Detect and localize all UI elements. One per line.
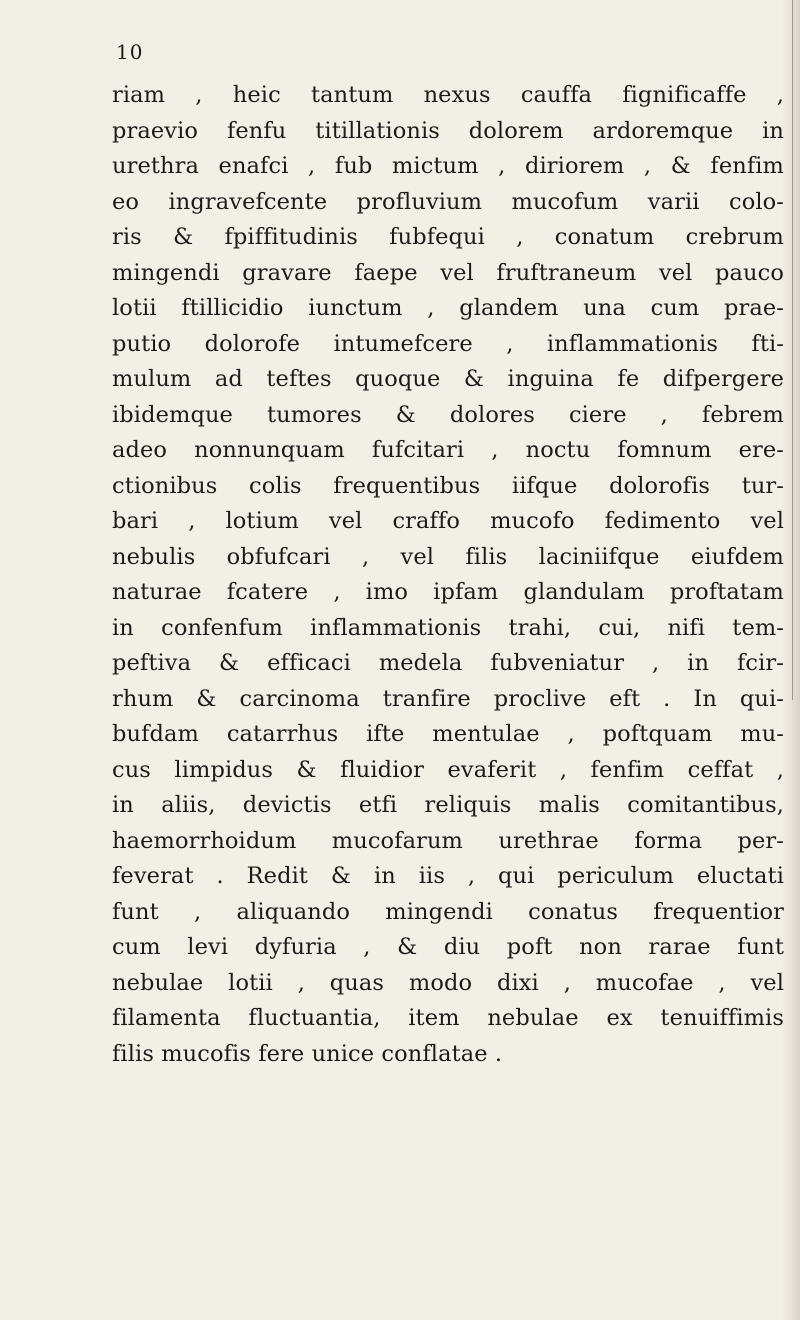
text-line: urethra enafci , fub mictum , diriorem , & fenfim: [112, 153, 784, 179]
page-edge-shadow: [782, 0, 800, 1320]
body-text: [112, 78, 784, 1072]
text-line: haemorrhoidum mucofarum urethrae forma per-: [112, 827, 784, 854]
text-line: bufdam catarrhus ifte mentulae , poftquam mu-: [112, 721, 784, 747]
text-line: cum levi dyfuria , & diu poft non rarae funt: [112, 934, 784, 960]
text-line: filamenta fluctuantia, item nebulae ex tenuiffimis: [112, 1005, 784, 1031]
page-number: 10: [116, 40, 144, 64]
text-line: mulum ad teftes quoque & inguina fe difpergere: [112, 366, 784, 392]
text-line: riam , heic tantum nexus cauffa fignificaffe ,: [112, 82, 784, 108]
text-line: peftiva & efficaci medela fubveniatur , in fcir-: [112, 650, 784, 676]
text-line: in confenfum inflammationis trahi, cui, nifi tem-: [112, 614, 784, 641]
text-line: filis mucofis fere unice conflatae .: [112, 1040, 503, 1067]
text-line: feverat . Redit & in iis , qui periculum eluctati: [112, 863, 784, 889]
text-line: putio dolorofe intumefcere , inflammationis fti-: [112, 330, 784, 357]
text-line: lotii ftillicidio iunctum , glandem una cum prae-: [112, 295, 784, 321]
text-line: eo ingravefcente profluvium mucofum varii colo-: [112, 188, 784, 215]
text-line: naturae fcatere , imo ipfam glandulam proftatam: [112, 579, 784, 605]
text-line: rhum & carcinoma tranfire proclive eft . In qui-: [112, 685, 784, 712]
text-line: adeo nonnunquam fufcitari , noctu fomnum ere-: [112, 437, 784, 463]
page-edge-line: [792, 0, 793, 700]
text-line: nebulis obfufcari , vel filis laciniifque eiufdem: [112, 543, 784, 570]
text-line: praevio fenfu titillationis dolorem ardoremque in: [112, 117, 784, 144]
text-line: ris & fpiffitudinis fubfequi , conatum crebrum: [112, 224, 784, 250]
text-line: bari , lotium vel craffo mucofo fedimento vel: [112, 508, 784, 534]
text-line: funt , aliquando mingendi conatus frequentior: [112, 898, 784, 925]
text-line: ibidemque tumores & dolores ciere , febrem: [112, 401, 784, 428]
text-line: ctionibus colis frequentibus iifque dolorofis tur-: [112, 472, 784, 499]
text-line: mingendi gravare faepe vel fruftraneum vel pauco: [112, 259, 784, 286]
text-line: in aliis, devictis etfi reliquis malis comitantibus,: [112, 792, 784, 818]
text-line: cus limpidus & fluidior evaferit , fenfim ceffat ,: [112, 756, 784, 783]
text-line: nebulae lotii , quas modo dixi , mucofae , vel: [112, 969, 784, 996]
